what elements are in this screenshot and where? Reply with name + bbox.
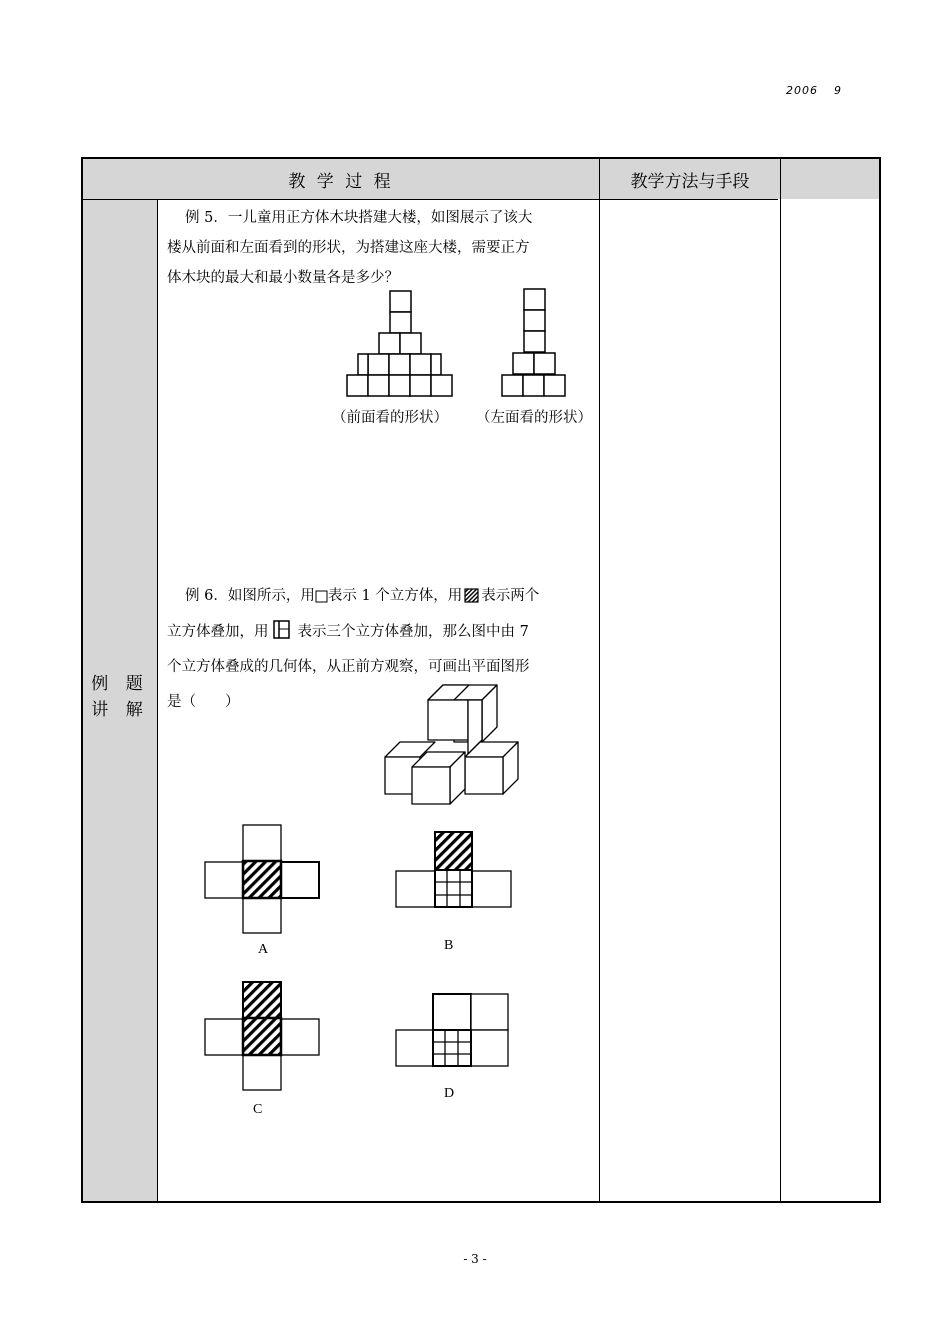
section-label-line1: 例 题 (91, 674, 149, 694)
section-label-line2: 讲 解 (91, 700, 149, 720)
option-a-figure (203, 823, 323, 935)
example6-line2 (167, 620, 529, 641)
example6-line1-part1: 例 6．如图所示，用 (185, 588, 315, 604)
front-view-caption: （前面看的形状） (332, 410, 448, 426)
front-view-figure (346, 290, 456, 398)
header-date (786, 84, 842, 97)
example5-line3: 体木块的最大和最小数量各是多少？ (167, 270, 399, 286)
option-b-figure (394, 830, 514, 910)
section-label (83, 671, 157, 723)
double-cube-symbol-icon (464, 588, 479, 603)
triple-cube-symbol-icon (273, 620, 290, 639)
left-view-caption: （左面看的形状） (476, 410, 592, 426)
left-view-figure (501, 288, 571, 398)
example6-line1-part3: 表示两个 (481, 588, 540, 604)
example6-line2-part2: 表示三个立方体叠加，那么图中由 7 (297, 624, 529, 640)
label-column-divider (157, 200, 158, 1201)
option-d-label: D (444, 1086, 455, 1101)
header-year: 2006 (786, 84, 818, 97)
option-c-label: C (253, 1102, 263, 1117)
example5-line1: 例 5．一儿童用正方体木块搭建大楼，如图展示了该大 (185, 210, 533, 226)
example6-line3: 个立方体叠成的几何体，从正前方观察，可画出平面图形 (167, 659, 530, 675)
option-b-label: B (444, 938, 454, 953)
example5-line2: 楼从前面和左面看到的形状，为搭建这座大楼，需要正方 (167, 240, 530, 256)
header-month: 9 (834, 84, 842, 97)
single-cube-symbol-icon (315, 590, 328, 603)
header-row-divider (83, 199, 778, 200)
column-header-process: 教 学 过 程 (288, 171, 394, 192)
option-c-figure (203, 980, 323, 1092)
option-a-label: A (258, 942, 269, 957)
example6-line1 (185, 584, 539, 605)
option-d-figure (394, 992, 514, 1070)
page-number: - 3 - (463, 1252, 487, 1266)
example6-line2-part1: 立方体叠加，用 (167, 624, 269, 640)
column-header-method: 教学方法与手段 (630, 171, 750, 192)
example6-line4: 是（ ） (167, 694, 240, 710)
method-column-divider (599, 159, 600, 1201)
cube-stack-figure (380, 682, 525, 807)
notes-column-divider (780, 159, 781, 1201)
example6-line1-part2: 表示 1 个立方体，用 (327, 588, 463, 604)
